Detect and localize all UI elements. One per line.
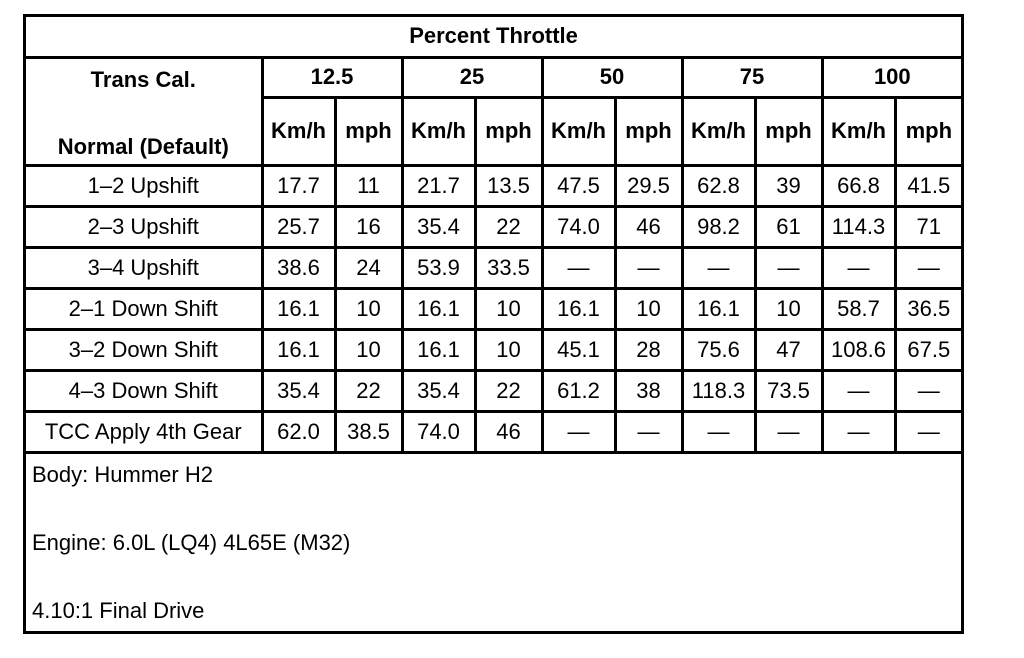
table-cell: 36.5 — [895, 288, 961, 329]
engine-note: Engine: 6.0L (LQ4) 4L65E (M32) — [32, 529, 351, 555]
table-cell: 25.7 — [262, 206, 335, 247]
table-cell: 66.8 — [822, 165, 895, 206]
table-cell: 38 — [615, 370, 682, 411]
table-row — [26, 411, 961, 452]
unit-kmh-header: Km/h — [402, 97, 475, 165]
table-row — [26, 206, 961, 247]
table-cell: 108.6 — [822, 329, 895, 370]
table-cell: 74.0 — [402, 411, 475, 452]
unit-kmh-header: Km/h — [822, 97, 895, 165]
table-cell: 58.7 — [822, 288, 895, 329]
table-cell: — — [822, 411, 895, 452]
table-cell: 61.2 — [542, 370, 615, 411]
unit-mph-header: mph — [895, 97, 961, 165]
table-cell: 16.1 — [542, 288, 615, 329]
table-cell: — — [615, 247, 682, 288]
unit-mph-header: mph — [755, 97, 822, 165]
row-label: TCC Apply 4th Gear — [26, 411, 262, 452]
table-cell: — — [895, 247, 961, 288]
table-cell: 73.5 — [755, 370, 822, 411]
table-cell: — — [542, 247, 615, 288]
table-cell: 53.9 — [402, 247, 475, 288]
unit-kmh-header: Km/h — [542, 97, 615, 165]
vehicle-notes — [26, 454, 961, 632]
table-cell: 16.1 — [262, 288, 335, 329]
table-cell: — — [755, 247, 822, 288]
table-cell: 11 — [335, 165, 402, 206]
table-cell: 98.2 — [682, 206, 755, 247]
table-cell: 10 — [475, 329, 542, 370]
table-cell: 35.4 — [402, 370, 475, 411]
row-label: 2–1 Down Shift — [26, 288, 262, 329]
row-label: 3–2 Down Shift — [26, 329, 262, 370]
trans-cal-label: Trans Cal. — [90, 66, 196, 92]
final-drive-note: 4.10:1 Final Drive — [32, 597, 205, 623]
table-cell: 71 — [895, 206, 961, 247]
table-cell: 16.1 — [402, 288, 475, 329]
row-label: 1–2 Upshift — [26, 165, 262, 206]
unit-mph-header: mph — [615, 97, 682, 165]
table-cell: — — [822, 247, 895, 288]
body-note: Body: Hummer H2 — [32, 461, 213, 487]
table-cell: 22 — [475, 370, 542, 411]
table-cell: 47.5 — [542, 165, 615, 206]
unit-mph-header: mph — [475, 97, 542, 165]
table-cell: — — [542, 411, 615, 452]
unit-kmh-header: Km/h — [262, 97, 335, 165]
table-cell: 45.1 — [542, 329, 615, 370]
table-row — [26, 370, 961, 411]
unit-kmh-header: Km/h — [682, 97, 755, 165]
throttle-level-header: 50 — [542, 57, 682, 97]
table-cell: — — [895, 411, 961, 452]
throttle-level-header: 25 — [402, 57, 542, 97]
table-cell: 62.0 — [262, 411, 335, 452]
table-cell: — — [822, 370, 895, 411]
table-row — [26, 247, 961, 288]
table-row — [26, 165, 961, 206]
table-cell: 16.1 — [402, 329, 475, 370]
table-cell: 16 — [335, 206, 402, 247]
unit-mph-header: mph — [335, 97, 402, 165]
table-cell: 35.4 — [262, 370, 335, 411]
table-cell: 62.8 — [682, 165, 755, 206]
table-cell: 21.7 — [402, 165, 475, 206]
row-label: 3–4 Upshift — [26, 247, 262, 288]
table-cell: 28 — [615, 329, 682, 370]
table-cell: — — [755, 411, 822, 452]
table-cell: 10 — [335, 329, 402, 370]
throttle-level-header: 75 — [682, 57, 822, 97]
row-label: 2–3 Upshift — [26, 206, 262, 247]
table-cell: 38.6 — [262, 247, 335, 288]
table-cell: 10 — [615, 288, 682, 329]
throttle-level-header: 12.5 — [262, 57, 402, 97]
table-cell: 75.6 — [682, 329, 755, 370]
table-cell: 10 — [335, 288, 402, 329]
table-cell: 16.1 — [682, 288, 755, 329]
table-cell: 114.3 — [822, 206, 895, 247]
trans-cal-header — [26, 57, 262, 165]
table-cell: 10 — [475, 288, 542, 329]
table-cell: 47 — [755, 329, 822, 370]
table-cell: 67.5 — [895, 329, 961, 370]
table-cell: 46 — [475, 411, 542, 452]
table-cell: 29.5 — [615, 165, 682, 206]
shift-speed-table — [26, 17, 961, 454]
table-cell: 74.0 — [542, 206, 615, 247]
table-cell: 41.5 — [895, 165, 961, 206]
throttle-level-header: 100 — [822, 57, 961, 97]
table-cell: 46 — [615, 206, 682, 247]
shift-speed-table-frame — [23, 14, 964, 634]
table-cell: 16.1 — [262, 329, 335, 370]
table-cell: 39 — [755, 165, 822, 206]
table-cell: 61 — [755, 206, 822, 247]
table-cell: 118.3 — [682, 370, 755, 411]
table-cell: — — [895, 370, 961, 411]
table-cell: — — [615, 411, 682, 452]
table-row — [26, 288, 961, 329]
table-row — [26, 329, 961, 370]
table-cell: — — [682, 411, 755, 452]
table-cell: 24 — [335, 247, 402, 288]
table-cell: 22 — [475, 206, 542, 247]
row-label: 4–3 Down Shift — [26, 370, 262, 411]
table-cell: 10 — [755, 288, 822, 329]
table-cell: 38.5 — [335, 411, 402, 452]
table-cell: 17.7 — [262, 165, 335, 206]
table-cell: 22 — [335, 370, 402, 411]
table-title: Percent Throttle — [26, 17, 961, 57]
table-cell: — — [682, 247, 755, 288]
table-cell: 13.5 — [475, 165, 542, 206]
normal-default-label: Normal (Default) — [57, 133, 229, 159]
table-cell: 35.4 — [402, 206, 475, 247]
table-cell: 33.5 — [475, 247, 542, 288]
